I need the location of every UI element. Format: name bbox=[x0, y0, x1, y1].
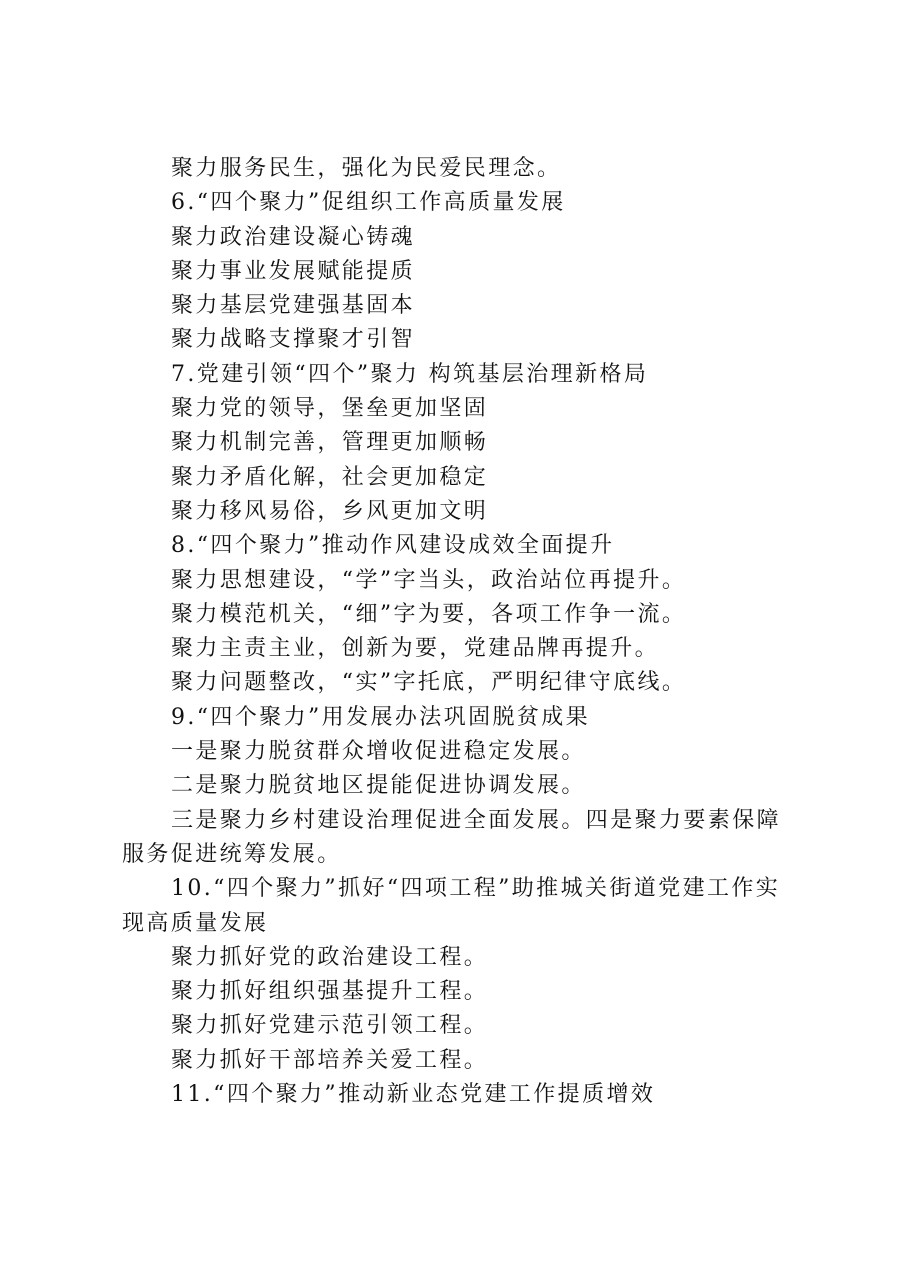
paragraph: 聚力战略支撑聚才引智 bbox=[171, 327, 416, 353]
paragraph: 聚力移风易俗，乡风更加文明 bbox=[171, 498, 489, 524]
paragraph: 聚力模范机关，“细”字为要，各项工作争一流。 bbox=[171, 601, 687, 627]
section-heading: 10.“四个聚力”抓好“四项工程”助推城关街道党建工作实现高质量发展 bbox=[122, 876, 781, 936]
paragraph: 聚力抓好党的政治建设工程。 bbox=[171, 944, 489, 970]
paragraph: 聚力抓好组织强基提升工程。 bbox=[171, 979, 489, 1005]
paragraph: 二是聚力脱贫地区提能促进协调发展。 bbox=[171, 773, 586, 799]
section-heading: 9.“四个聚力”用发展办法巩固脱贫成果 bbox=[171, 704, 591, 730]
paragraph: 聚力机制完善，管理更加顺畅 bbox=[171, 430, 489, 456]
section-heading: 8.“四个聚力”推动作风建设成效全面提升 bbox=[171, 533, 615, 559]
paragraph: 聚力基层党建强基固本 bbox=[171, 293, 416, 319]
paragraph: 三是聚力乡村建设治理促进全面发展。四是聚力要素保障服务促进统筹发展。 bbox=[122, 807, 782, 867]
paragraph: 聚力抓好干部培养关爱工程。 bbox=[171, 1047, 489, 1073]
section-heading: 6.“四个聚力”促组织工作高质量发展 bbox=[171, 190, 566, 216]
section-heading: 7.党建引领“四个”聚力 构筑基层治理新格局 bbox=[171, 361, 649, 387]
paragraph: 聚力政治建设凝心铸魂 bbox=[171, 224, 416, 250]
paragraph: 聚力思想建设，“学”字当头，政治站位再提升。 bbox=[171, 567, 687, 593]
paragraph: 聚力抓好党建示范引领工程。 bbox=[171, 1013, 489, 1039]
paragraph: 聚力党的领导，堡垒更加坚固 bbox=[171, 396, 489, 422]
section-heading: 11.“四个聚力”推动新业态党建工作提质增效 bbox=[171, 1082, 656, 1108]
paragraph: 聚力主责主业，创新为要，党建品牌再提升。 bbox=[171, 636, 660, 662]
paragraph: 聚力问题整改，“实”字托底，严明纪律守底线。 bbox=[171, 670, 687, 696]
paragraph: 一是聚力脱贫群众增收促进稳定发展。 bbox=[171, 739, 586, 765]
paragraph: 聚力事业发展赋能提质 bbox=[171, 258, 416, 284]
paragraph: 聚力矛盾化解，社会更加稳定 bbox=[171, 464, 489, 490]
paragraph: 聚力服务民生，强化为民爱民理念。 bbox=[171, 156, 562, 181]
document-body bbox=[122, 152, 798, 1112]
